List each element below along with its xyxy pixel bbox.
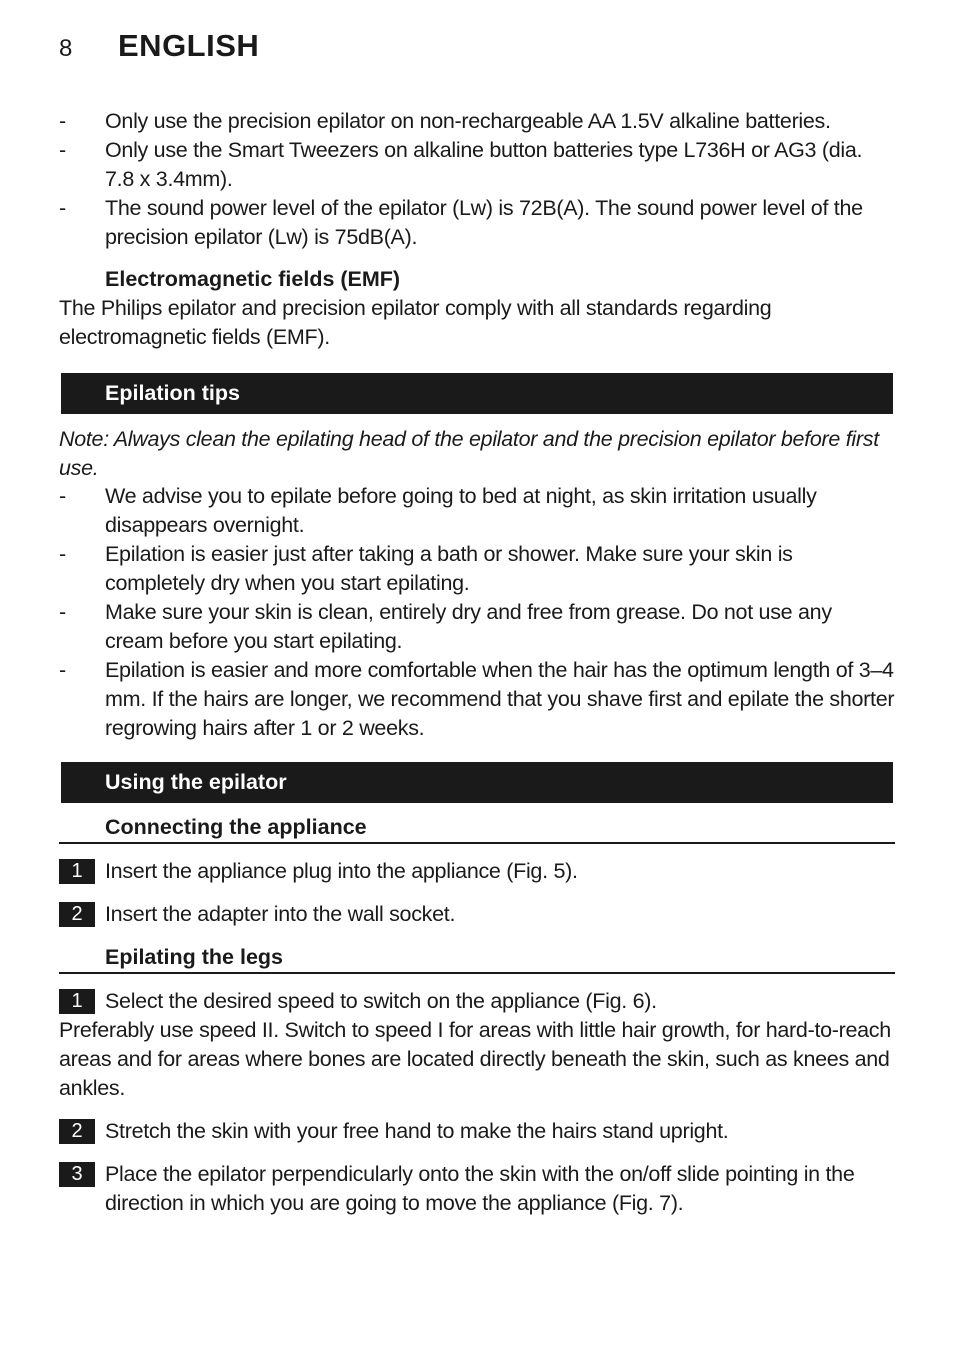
- section-title: Epilation tips: [105, 381, 240, 405]
- list-item: - The sound power level of the epilator (Lw) is 72B(A). The sound power level of the precision epilator (Lw) is 75dB(A).: [59, 196, 863, 249]
- subsection-title: Connecting the appliance: [105, 815, 367, 839]
- step-text: Place the epilator perpendicularly onto the skin with the on/off slide pointing in the direction in which you are going to move the appliance (Fig. 7).: [105, 1162, 855, 1215]
- step-legs-3: [59, 1160, 895, 1218]
- step-text: Insert the adapter into the wall socket.: [105, 902, 456, 926]
- step-legs-2: [59, 1117, 895, 1146]
- list-item: - Epilation is easier just after taking a bath or shower. Make sure your skin is completely dry when you start epilating.: [59, 542, 793, 595]
- step-number: 3: [59, 1162, 95, 1187]
- step-connect-2: [59, 900, 895, 929]
- step-number: 2: [59, 1119, 95, 1144]
- list-item: - Make sure your skin is clean, entirely dry and free from grease. Do not use any cream before you start epilating.: [59, 600, 832, 653]
- epilating-legs-heading: [59, 943, 895, 974]
- emf-text: The Philips epilator and precision epilator comply with all standards regarding electromagnetic fields (EMF).: [59, 296, 772, 349]
- section-title: Using the epilator: [105, 770, 287, 794]
- language-title: ENGLISH: [118, 28, 260, 63]
- page-number: 8: [59, 35, 73, 62]
- emf-heading: Electromagnetic fields (EMF): [105, 267, 401, 291]
- step-number: 1: [59, 859, 95, 884]
- battery-bullet-list: [59, 107, 895, 252]
- step-text: Insert the appliance plug into the appliance (Fig. 5).: [105, 859, 578, 883]
- list-item: - We advise you to epilate before going to bed at night, as skin irritation usually disappears overnight.: [59, 484, 817, 537]
- step-number: 2: [59, 902, 95, 927]
- step-legs-1: [59, 987, 895, 1016]
- list-item: - Epilation is easier and more comfortable when the hair has the optimum length of 3–4 mm. If the hairs are longer, we recommend that you shave first and epilate the shorter regrowing hairs after 1 or 2 weeks.: [59, 658, 895, 740]
- section-bar-using-epilator: [61, 762, 893, 803]
- step-connect-1: [59, 857, 895, 886]
- subsection-title: Epilating the legs: [105, 945, 283, 969]
- list-item: - Only use the Smart Tweezers on alkaline button batteries type L736H or AG3 (dia. 7.8 x 3.4mm).: [59, 138, 863, 191]
- tips-bullet-list: [59, 482, 895, 743]
- step-text: Select the desired speed to switch on the appliance (Fig. 6).: [105, 989, 657, 1013]
- section-bar-epilation-tips: [61, 373, 893, 414]
- connecting-heading: [59, 813, 895, 844]
- step-number: 1: [59, 989, 95, 1014]
- list-item: - Only use the precision epilator on non-rechargeable AA 1.5V alkaline batteries.: [59, 109, 831, 133]
- step-text: Stretch the skin with your free hand to make the hairs stand upright.: [105, 1119, 729, 1143]
- speed-note: Preferably use speed II. Switch to speed I for areas with little hair growth, for hard-to-reach areas and for areas where bones are located directly beneath the skin, such as knees and ankles.: [59, 1018, 891, 1100]
- page-header: [59, 28, 259, 68]
- tips-note: Note: Always clean the epilating head of the epilator and the precision epilator before first use.: [59, 427, 879, 480]
